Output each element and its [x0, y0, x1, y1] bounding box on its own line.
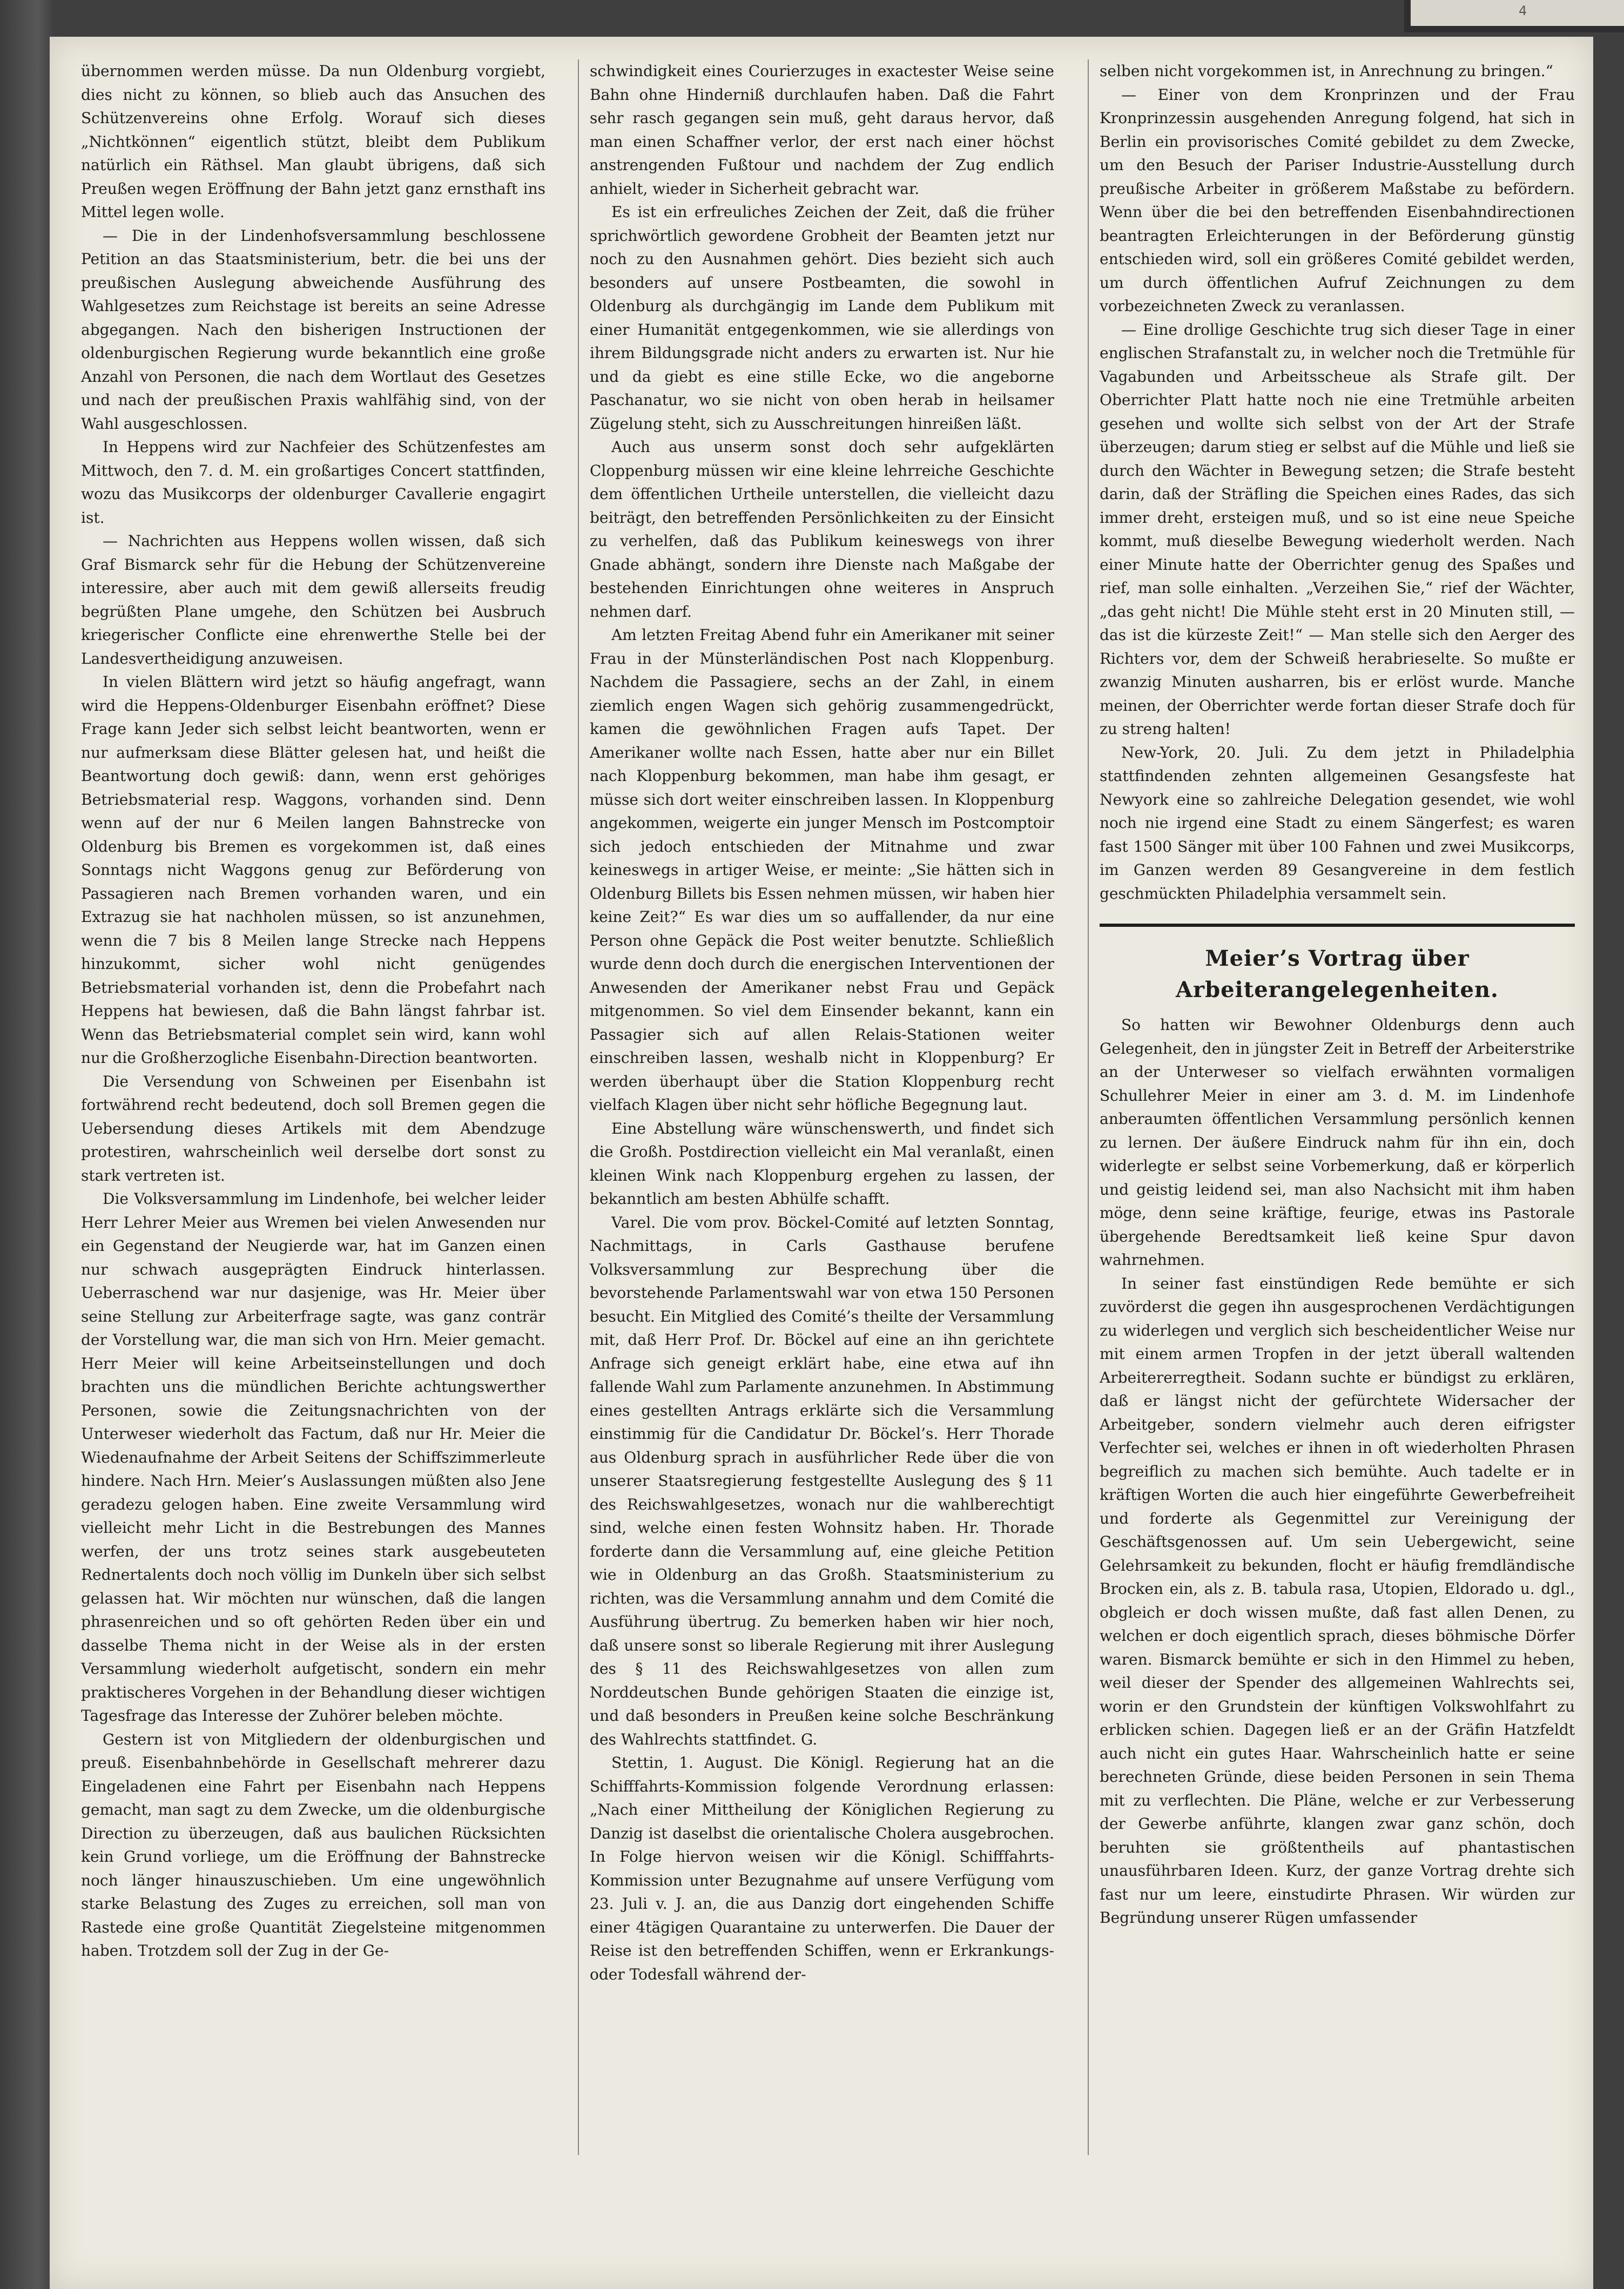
section-rule [1100, 924, 1575, 927]
column-1 [81, 59, 545, 2166]
paragraph: Am letzten Freitag Abend fuhr ein Amerikaner mit seiner Frau in der Münsterländischen Post nach Kloppenburg. Nachdem die Passagiere, sechs an der Zahl, in einem ziemlich engen Wagen sich gehörig zusammengedrückt, kamen die gewöhnlichen Fragen aufs Tapet. Der Amerikaner wollte nach Essen, hatte aber nur ein Billet nach Kloppenburg bekommen, man habe ihm gesagt, er müsse sich dort weiter einschreiben lassen. In Kloppenburg angekommen, weigerte ein junger Mensch im Postcomptoir sich jedoch entschieden der Mitnahme und zwar keineswegs in artiger Weise, er meinte: „Sie hätten sich in Oldenburg Billets bis Essen nehmen müssen, wir haben hier keine Zeit?“ Es war dies um so auffallender, da nur eine Person ohne Gepäck die Post weiter benutzte. Schließlich wurde denn doch durch die energischen Interventionen der Anwesenden der Amerikaner nebst Frau und Gepäck mitgenommen. So viel dem Einsender bekannt, kann ein Passagier sich auf allen Relais-Stationen weiter einschreiben lassen, weshalb nicht in Kloppenburg? Er werden überhaupt über die Station Kloppenburg recht vielfach Klagen über nicht sehr höfliche Begegnung laut. [590, 626, 1054, 1114]
paragraph: übernommen werden müsse. Da nun Oldenburg vorgiebt, dies nicht zu können, so blieb auch das Ansuchen des Schützenvereins ohne Erfolg. Worauf sich dieses „Nichtkönnen“ eigentlich stützt, bleibt dem Publikum natürlich ein Räthsel. Man glaubt übrigens, daß sich Preußen wegen Eröffnung der Bahn jetzt ganz ernsthaft ins Mittel legen wolle. [81, 62, 545, 221]
paragraph: Stettin, 1. August. Die Königl. Regierung hat an die Schifffahrts-Kommission folgende Verordnung erlassen: „Nach einer Mittheilung der Königlichen Regierung zu Danzig ist daselbst die orientalische Cholera ausgebrochen. In Folge hiervon weisen wir die Königl. Schifffahrts-Kommission unter Bezugnahme auf unsere Verfügung vom 23. Juli v. J. an, die aus Danzig dort eingehenden Schiffe einer 4tägigen Quarantaine zu unterwerfen. Die Dauer der Reise ist den betreffenden Schiffen, wenn er Erkrankungs- oder Todesfall während der- [590, 1754, 1054, 1983]
column-divider [1088, 59, 1089, 2155]
paragraph: Gestern ist von Mitgliedern der oldenburgischen und preuß. Eisenbahnbehörde in Gesellschaft mehrerer dazu Eingeladenen eine Fahrt per Eisenbahn nach Heppens gemacht, man sagt zu dem Zwecke, um die oldenburgische Direction zu überzeugen, daß aus baulichen Rücksichten kein Grund vorliege, um die Eröffnung der Bahnstrecke noch länger hinauszuschieben. Um eine ungewöhnlich starke Belastung des Zuges zu erreichen, soll man von Rastede eine große Quantität Ziegelsteine mitgenommen haben. Trotzdem soll der Zug in der Ge- [81, 1730, 545, 1960]
paragraph: Die Versendung von Schweinen per Eisenbahn ist fortwährend recht bedeutend, doch soll Bremen gegen die Uebersendung dieses Artikels mit dem Abendzuge protestiren, wahrscheinlich weil derselbe dort sonst zu stark vertreten ist. [81, 1072, 545, 1184]
column-3 [1100, 59, 1575, 2166]
paragraph: Varel. Die vom prov. Böckel-Comité auf letzten Sonntag, Nachmittags, in Carls Gasthause berufene Volksversammlung zur Besprechung über die bevorstehende Parlamentswahl war von etwa 150 Personen besucht. Ein Mitglied des Comité’s theilte der Versammlung mit, daß Herr Prof. Dr. Böckel auf eine an ihn gerichtete Anfrage sich geneigt erklärt habe, eine etwa auf ihn fallende Wahl zum Parlamente anzunehmen. In Abstimmung eines gestellten Antrags erklärte sich die Versammlung einstimmig für die Candidatur Dr. Böckel’s. Herr Thorade aus Oldenburg sprach in ausführlicher Rede über die von unserer Staatsregierung festgestellte Auslegung des § 11 des Reichswahlgesetzes, wonach nur die wahlberechtigt sind, welche einen festen Wohnsitz haben. Hr. Thorade forderte dann die Versammlung auf, eine gleiche Petition wie in Oldenburg an das Großh. Staatsministerium zu richten, was die Versammlung annahm und dem Comité die Ausführung übertrug. Zu bemerken haben wir hier noch, daß unsere sonst so liberale Regierung mit ihrer Auslegung des § 11 des Reichswahlgesetzes von allen zum Norddeutschen Bunde gehörigen Staaten die einzige ist, und daß besonders in Preußen keine solche Beschränkung des Wahlrechts stattfindet. G. [590, 1213, 1054, 1748]
paragraph: — Eine drollige Geschichte trug sich dieser Tage in einer englischen Strafanstalt zu, in welcher noch die Tretmühle für Vagabunden und Arbeitsscheue als Strafe gilt. Der Oberrichter Platt hatte noch nie eine Tretmühle arbeiten gesehen und wollte sich selbst von der Art der Strafe überzeugen; darum stieg er selbst auf die Mühle und ließ sie durch den Wächter in Bewegung setzen; die Strafe besteht darin, daß der Sträfling die Speichen eines Rades, das sich immer dreht, ersteigen muß, und so ist eine neue Speiche kommt, muß dieselbe Bewegung wiederholt werden. Nach einer Minute hatte der Oberrichter genug des Spaßes und rief, man solle einhalten. „Verzeihen Sie,“ rief der Wächter, „das geht nicht! Die Mühle steht erst in 20 Minuten still, — das ist die kürzeste Zeit!“ — Man stelle sich den Aerger des Richters vor, dem der Schweiß herabrieselte. So mußte er zwanzig Minuten ausharren, bis er erlöst wurde. Manche meinen, der Oberrichter werde fortan dieser Strafe doch für zu streng halten! [1100, 320, 1575, 738]
article-title: Meier’s Vortrag über Arbeiterangelegenheiten. [1176, 946, 1499, 1002]
paragraph: New-York, 20. Juli. Zu dem jetzt in Philadelphia stattfindenden zehnten allgemeinen Gesangsfeste hat Newyork eine so zahlreiche Delegation gesendet, wie wohl noch nie irgend eine Stadt zu einem Sängerfest; es waren fast 1500 Sänger mit über 100 Fahnen und zwei Musikcorps, im Ganzen werden 89 Gesangvereine in dem festlich geschmückten Philadelphia versammelt sein. [1100, 743, 1575, 903]
paragraph: In Heppens wird zur Nachfeier des Schützenfestes am Mittwoch, den 7. d. M. ein großartiges Concert stattfinden, wozu das Musikcorps der oldenburger Cavallerie engagirt ist. [81, 438, 545, 527]
paragraph: Auch aus unserm sonst doch sehr aufgeklärten Cloppenburg müssen wir eine kleine lehrreiche Geschichte dem öffentlichen Urtheile unterstellen, die vielleicht dazu beiträgt, den betreffenden Persönlichkeiten zu der Einsicht zu verhelfen, daß das Publikum keineswegs von ihrer Gnade abhängt, sondern ihre Dienste nach Maßgabe der bestehenden Einrichtungen ohne weiteres in Anspruch nehmen darf. [590, 438, 1054, 621]
paragraph: In seiner fast einstündigen Rede bemühte er sich zuvörderst die gegen ihn ausgesprochenen Verdächtigungen zu widerlegen und verglich sich bescheidentlicher Weise nur mit einem armen Tropfen in der jetzt überall waltenden Arbeitererregtheit. Sodann suchte er bündigst zu erklären, daß er längst nicht der gefürchtete Widersacher der Arbeitgeber, sondern vielmehr auch deren eifrigster Verfechter sei, welches er ihnen in oft wiederholten Phrasen begreiflich zu machen sich bemühte. Auch tadelte er in kräftigen Worten die auch hier eingeführte Gewerbefreiheit und forderte als Gegenmittel zur Vereinigung der Geschäftsgenossen auf. Um sein Uebergewicht, seine Gelehrsamkeit zu bekunden, flocht er häufig fremdländische Brocken ein, als z. B. tabula rasa, Utopien, Eldorado u. dgl., obgleich er doch wissen mußte, daß fast allen Denen, zu welchen er doch eigentlich sprach, dieses böhmische Dörfer waren. Bismarck bemühte er sich in den Himmel zu heben, weil dieser der Spender des allgemeinen Wahlrechts sei, worin er den Grundstein der künftigen Volkswohlfahrt zu erblicken schien. Dagegen ließ er an der Gräfin Hatzfeldt auch nicht ein gutes Haar. Wahrscheinlich hatte er seine berechneten Gründe, diese beiden Personen in sein Thema mit zu verflechten. Die Pläne, welche er zur Verbesserung der Gewerbe anführte, klangen zwar ganz schön, doch beruhten sie größtentheils auf phantastischen unausführbaren Ideen. Kurz, der ganze Vortrag drehte sich fast nur um leere, einstudirte Phrasen. Wir würden zur Begründung unserer Rügen umfassender [1100, 1274, 1575, 1927]
paragraph: Die Volksversammlung im Lindenhofe, bei welcher leider Herr Lehrer Meier aus Wremen bei vielen Anwesenden nur ein Gegenstand der Neugierde war, hat im Ganzen einen nur schwach ausgeprägten Eindruck hinterlassen. Ueberraschend war nur dasjenige, was Hr. Meier über seine Stellung zur Arbeiterfrage sagte, was ganz conträr der Vorstellung war, die man sich von Hrn. Meier gemacht. Herr Meier will keine Arbeitseinstellungen und doch brachten uns die mündlichen Berichte achtungswerther Personen, sowie die Zeitungsnachrichten von der Unterweser wiederholt das Factum, daß nur Hr. Meier die Wiedenaufnahme der Arbeit Seitens der Schiffszimmerleute hindere. Nach Hrn. Meier’s Auslassungen müßten also Jene geradezu gelogen haben. Eine zweite Versammlung wird vielleicht mehr Licht in die Bestrebungen des Mannes werfen, der uns trotz seines stark ausgebeuteten Rednertalents doch noch völlig im Dunkeln über sich selbst gelassen hat. Wir möchten nur wünschen, daß die langen phrasenreichen und so oft gehörten Reden über ein und dasselbe Thema nicht in der Weise als in der ersten Versammlung wiederholt aufgetischt, sondern ein mehr praktischeres Vorgehen in der Behandlung dieser wichtigen Tagesfrage das Interesse der Zuhörer beleben möchte. [81, 1190, 545, 1725]
page-tab: 4 [1411, 0, 1624, 26]
paragraph: Es ist ein erfreuliches Zeichen der Zeit, daß die früher sprichwörtlich gewordene Grobheit der Beamten jetzt nur noch zu den Ausnahmen gehört. Dies bezieht sich auch besonders auf unsere Postbeamten, die sowohl in Oldenburg als durchgängig im Lande dem Publikum mit einer Humanität entgegenkommen, wie sie allerdings von ihrem Bildungsgrade nicht anders zu erwarten ist. Nur hie und da giebt es eine stille Ecke, wo die angeborne Paschanatur, wo sie nicht von oben herab in heilsamer Zügelung steht, sich zu Ausschreitungen hinreißen läßt. [590, 203, 1054, 433]
column-2 [590, 59, 1054, 2166]
paragraph: — Einer von dem Kronprinzen und der Frau Kronprinzessin ausgehenden Anregung folgend, hat sich in Berlin ein provisorisches Comité gebildet zu dem Zwecke, um den Besuch der Pariser Industrie-Ausstellung durch preußische Arbeiter in größerem Maßstabe zu befördern. Wenn über die bei den betreffenden Eisenbahndirectionen beantragten Erleichterungen in der Beförderung günstig entschieden wird, soll ein größeres Comité gebildet werden, um durch öffentlichen Aufruf Zeichnungen zu dem vorbezeichneten Zweck zu veranlassen. [1100, 85, 1575, 315]
paragraph: So hatten wir Bewohner Oldenburgs denn auch Gelegenheit, den in jüngster Zeit in Betreff der Arbeiterstrike an der Unterweser so vielfach erwähnten vormaligen Schullehrer Meier in einer am 3. d. M. im Lindenhofe anberaumten öffentlichen Versammlung persönlich kennen zu lernen. Der äußere Eindruck nahm für ihn ein, doch widerlegte er selbst seine Vorbemerkung, daß er körperlich und geistig leidend sei, man also Nachsicht mit ihm haben möge, denn seine kräftige, feurige, etwas ins Pastorale übergehende Beredtsamkeit ließ keine Spur davon wahrnehmen. [1100, 1016, 1575, 1269]
paragraph: — Nachrichten aus Heppens wollen wissen, daß sich Graf Bismarck sehr für die Hebung der Schützenvereine interessire, aber auch mit dem gewiß allerseits freudig begrüßten Plane umgehe, den Schützen bei Ausbruch kriegerischer Conflicte eine ehrenwerthe Stelle bei der Landesvertheidigung anzuweisen. [81, 532, 545, 668]
paragraph: Eine Abstellung wäre wünschenswerth, und findet sich die Großh. Postdirection vielleicht ein Mal veranlaßt, einen kleinen Wink nach Kloppenburg ergehen zu lassen, der bekanntlich am besten Abhülfe schafft. [590, 1119, 1054, 1208]
column-divider [578, 59, 579, 2155]
paragraph: selben nicht vorgekommen ist, in Anrechnung zu bringen.“ [1100, 62, 1553, 80]
paragraph: In vielen Blättern wird jetzt so häufig angefragt, wann wird die Heppens-Oldenburger Eisenbahn eröffnet? Diese Frage kann Jeder sich selbst leicht beantworten, wenn er nur aufmerksam diese Blätter gelesen hat, und heißt die Beantwortung doch gewiß: dann, wenn erst gehöriges Betriebsmaterial resp. Waggons, vorhanden sind. Denn wenn auf der nur 6 Meilen langen Bahnstrecke von Oldenburg bis Bremen es vorgekommen ist, daß eines Sonntags nicht Waggons genug zur Beförderung von Passagieren nach Bremen vorhanden waren, und ein Extrazug sie hat nachholen müssen, so ist anzunehmen, wenn die 7 bis 8 Meilen lange Strecke nach Heppens hinzukommt, sicher wohl nicht genügendes Betriebsmaterial vorhanden ist, denn die Probefahrt nach Heppens hat bewiesen, daß die Bahn längst fahrbar ist. Wenn das Betriebsmaterial complet sein wird, kann wohl nur die Großherzogliche Eisenbahn-Direction beantworten. [81, 673, 545, 1067]
paragraph: — Die in der Lindenhofsversammlung beschlossene Petition an das Staatsministerium, betr. die bei uns der preußischen Auslegung abweichende Ausführung des Wahlgesetzes zum Reichstage ist bereits an seine Adresse abgegangen. Nach den bisherigen Instructionen der oldenburgischen Regierung wurde bekanntlich eine große Anzahl von Personen, die nach dem Wortlaut des Gesetzes und nach der preußischen Praxis wahlfähig sind, von der Wahl ausgeschlossen. [81, 226, 545, 433]
paragraph: schwindigkeit eines Courierzuges in exactester Weise seine Bahn ohne Hinderniß durchlaufen haben. Daß die Fahrt sehr rasch gegangen sein muß, geht daraus hervor, daß man einen Schaffner verlor, der erst nach einer höchst anstrengenden Fußtour und nachdem der Zug endlich anhielt, wieder in Sicherheit gebracht war. [590, 62, 1054, 198]
